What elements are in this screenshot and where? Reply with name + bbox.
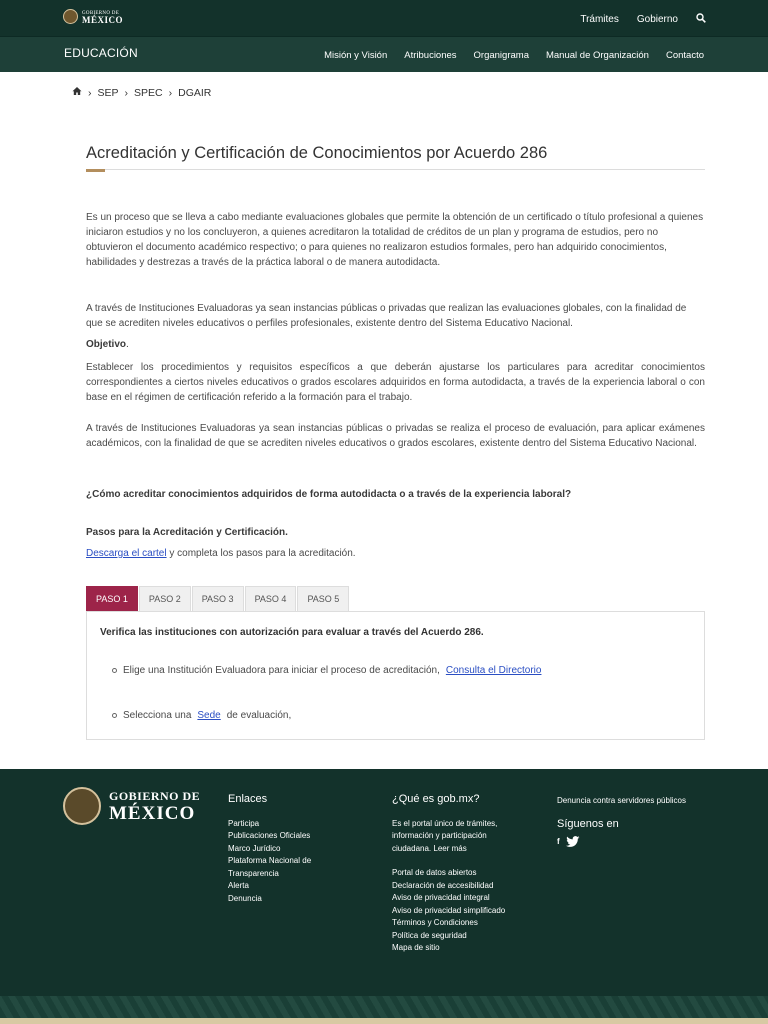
footer-link[interactable]: Plataforma Nacional de Transparencia <box>228 856 312 878</box>
tab-paso-1[interactable]: PASO 1 <box>86 586 138 612</box>
que-es-column <box>392 793 527 955</box>
main-nav <box>0 36 768 72</box>
intro-paragraph: Es un proceso que se lleva a cabo mediante evaluaciones globales que permite la obtención de un certificado o título profesional a quienes iniciaron estudios y no los concluyeron, a quienes acreditaron la totalidad de créditos de un plan y programa de estudios, pero no obtuvieron el documento académico respectivo; o para quienes no realizaron estudios formales, pero han adquirido conocimientos, habilidades y destrezas a través de la práctica laboral o de manera autodidacta. <box>86 212 704 268</box>
footer-gold-stripe <box>0 1018 768 1024</box>
top-bar <box>0 0 768 36</box>
tab-paso-3[interactable]: PASO 3 <box>192 586 244 612</box>
social-column <box>557 795 717 853</box>
objetivo-label: Objetivo <box>86 339 127 350</box>
twitter-icon[interactable] <box>566 836 580 853</box>
list-item <box>112 710 291 721</box>
logo-top-text: GOBIERNO DE <box>82 10 120 16</box>
footer-link[interactable]: Denuncia <box>228 893 262 903</box>
download-line <box>86 546 705 561</box>
tab-panel <box>86 611 705 740</box>
seal-icon <box>63 787 101 825</box>
list-item-text: Elige una Institución Evaluadora para iniciar el proceso de acreditación, <box>123 665 440 676</box>
footer-link[interactable]: Aviso de privacidad simplificado <box>392 905 506 915</box>
footer-pattern <box>0 996 768 1018</box>
footer-link[interactable]: Participa <box>228 818 260 828</box>
search-icon[interactable] <box>696 13 706 26</box>
nav-mision[interactable]: Misión y Visión <box>324 50 388 61</box>
bullet-icon <box>112 668 117 673</box>
breadcrumb-dgair[interactable]: DGAIR <box>178 86 212 99</box>
directorio-link[interactable]: Consulta el Directorio <box>445 665 542 676</box>
question-heading: ¿Cómo acreditar conocimientos adquiridos de forma autodidacta o a través de la experiencia laboral? <box>86 489 572 500</box>
que-es-description: Es el portal único de trámites, información y participación ciudadana. Leer más <box>392 818 498 853</box>
instituciones-paragraph: A través de Instituciones Evaluadoras ya sean instancias públicas o privadas que realizan las evaluaciones globales, con la finalidad de que se acrediten niveles educativos o perfiles profesionales, existente dentro del Sistema Educativo Nacional. <box>86 303 687 329</box>
chevron-right-icon: › <box>168 86 173 99</box>
nav-atribuciones[interactable]: Atribuciones <box>404 50 457 61</box>
que-es-title: ¿Qué es gob.mx? <box>392 793 480 805</box>
objetivo-paragraph: Establecer los procedimientos y requisitos específicos a que deberán ajustarse los particulares para acreditar conocimientos correspondientes a ciertos niveles educativos o grados escolares adquiridos en forma autodidacta, a través de la experiencia laboral o con base en el régimen de certificación referido a la formación para el trabajo. <box>86 362 705 403</box>
footer-link[interactable]: Marco Jurídico <box>228 843 281 853</box>
enlaces-title: Enlaces <box>228 793 268 805</box>
download-rest-text: y completa los pasos para la acreditación. <box>166 548 356 559</box>
breadcrumb <box>72 86 211 99</box>
sede-link[interactable]: Sede <box>197 710 221 721</box>
objetivo-heading: Objetivo. <box>86 339 129 350</box>
breadcrumb-spec[interactable]: SPEC <box>134 86 163 99</box>
tab-paso-4[interactable]: PASO 4 <box>245 586 297 612</box>
tramites-link[interactable]: Trámites <box>580 14 619 25</box>
footer-logo[interactable] <box>63 787 200 825</box>
chevron-right-icon: › <box>124 86 129 99</box>
footer-link[interactable]: Aviso de privacidad integral <box>392 893 490 902</box>
footer-link[interactable]: Términos y Condiciones <box>392 918 478 927</box>
seal-icon <box>63 9 78 24</box>
title-divider <box>86 169 705 170</box>
footer-link[interactable]: Declaración de accesibilidad <box>392 880 494 890</box>
bullet-icon <box>112 713 117 718</box>
footer <box>0 769 768 1024</box>
page-title: Acreditación y Certificación de Conocimientos por Acuerdo 286 <box>86 144 548 162</box>
home-icon[interactable] <box>72 86 82 99</box>
footer-link[interactable]: Portal de datos abiertos <box>392 868 477 877</box>
download-cartel-link[interactable]: Descarga el cartel <box>86 548 167 559</box>
chevron-right-icon: › <box>88 86 92 99</box>
evaluacion-paragraph: A través de Instituciones Evaluadoras ya sean instancias públicas o privadas se realiza el proceso de evaluación, para aplicar exámenes académicos, con la finalidad de que se acrediten niveles educativos o grados escolares, existente dentro del Sistema Educativo Nacional. <box>86 423 705 449</box>
footer-link[interactable]: Mapa de sitio <box>392 943 440 952</box>
title-accent <box>86 169 105 172</box>
steps-heading: Pasos para la Acreditación y Certificación. <box>86 527 288 538</box>
footer-link[interactable]: Alerta <box>228 881 249 890</box>
brand-educacion[interactable]: EDUCACIÓN <box>64 46 138 60</box>
tab-paso-5[interactable]: PASO 5 <box>297 586 349 612</box>
panel-title: Verifica las instituciones con autorización para evaluar a través del Acuerdo 286. <box>100 627 484 638</box>
siguenos-label: Síguenos en <box>557 817 619 830</box>
tab-paso-2[interactable]: PASO 2 <box>139 586 191 612</box>
footer-logo-top: GOBIERNO DE <box>109 788 201 803</box>
list-item-text: Selecciona una <box>123 710 192 721</box>
gobierno-logo[interactable] <box>63 9 123 24</box>
footer-link[interactable]: Política de seguridad <box>392 930 467 940</box>
footer-link[interactable]: Publicaciones Oficiales <box>228 831 311 840</box>
logo-bottom-text: MÉXICO <box>82 14 123 25</box>
denuncia-link[interactable]: Denuncia contra servidores públicos <box>557 796 686 805</box>
list-item-text: de evaluación, <box>226 710 292 721</box>
gobierno-link[interactable]: Gobierno <box>636 14 678 25</box>
nav-contacto[interactable]: Contacto <box>665 50 704 61</box>
breadcrumb-sep[interactable]: SEP <box>97 86 119 99</box>
nav-organigrama[interactable]: Organigrama <box>473 50 529 61</box>
facebook-icon[interactable]: f <box>557 837 560 846</box>
list-item <box>112 665 541 676</box>
enlaces-column <box>228 793 338 905</box>
steps-tabs <box>86 586 349 612</box>
nav-manual[interactable]: Manual de Organización <box>545 50 649 61</box>
footer-logo-bottom: MÉXICO <box>109 802 196 824</box>
